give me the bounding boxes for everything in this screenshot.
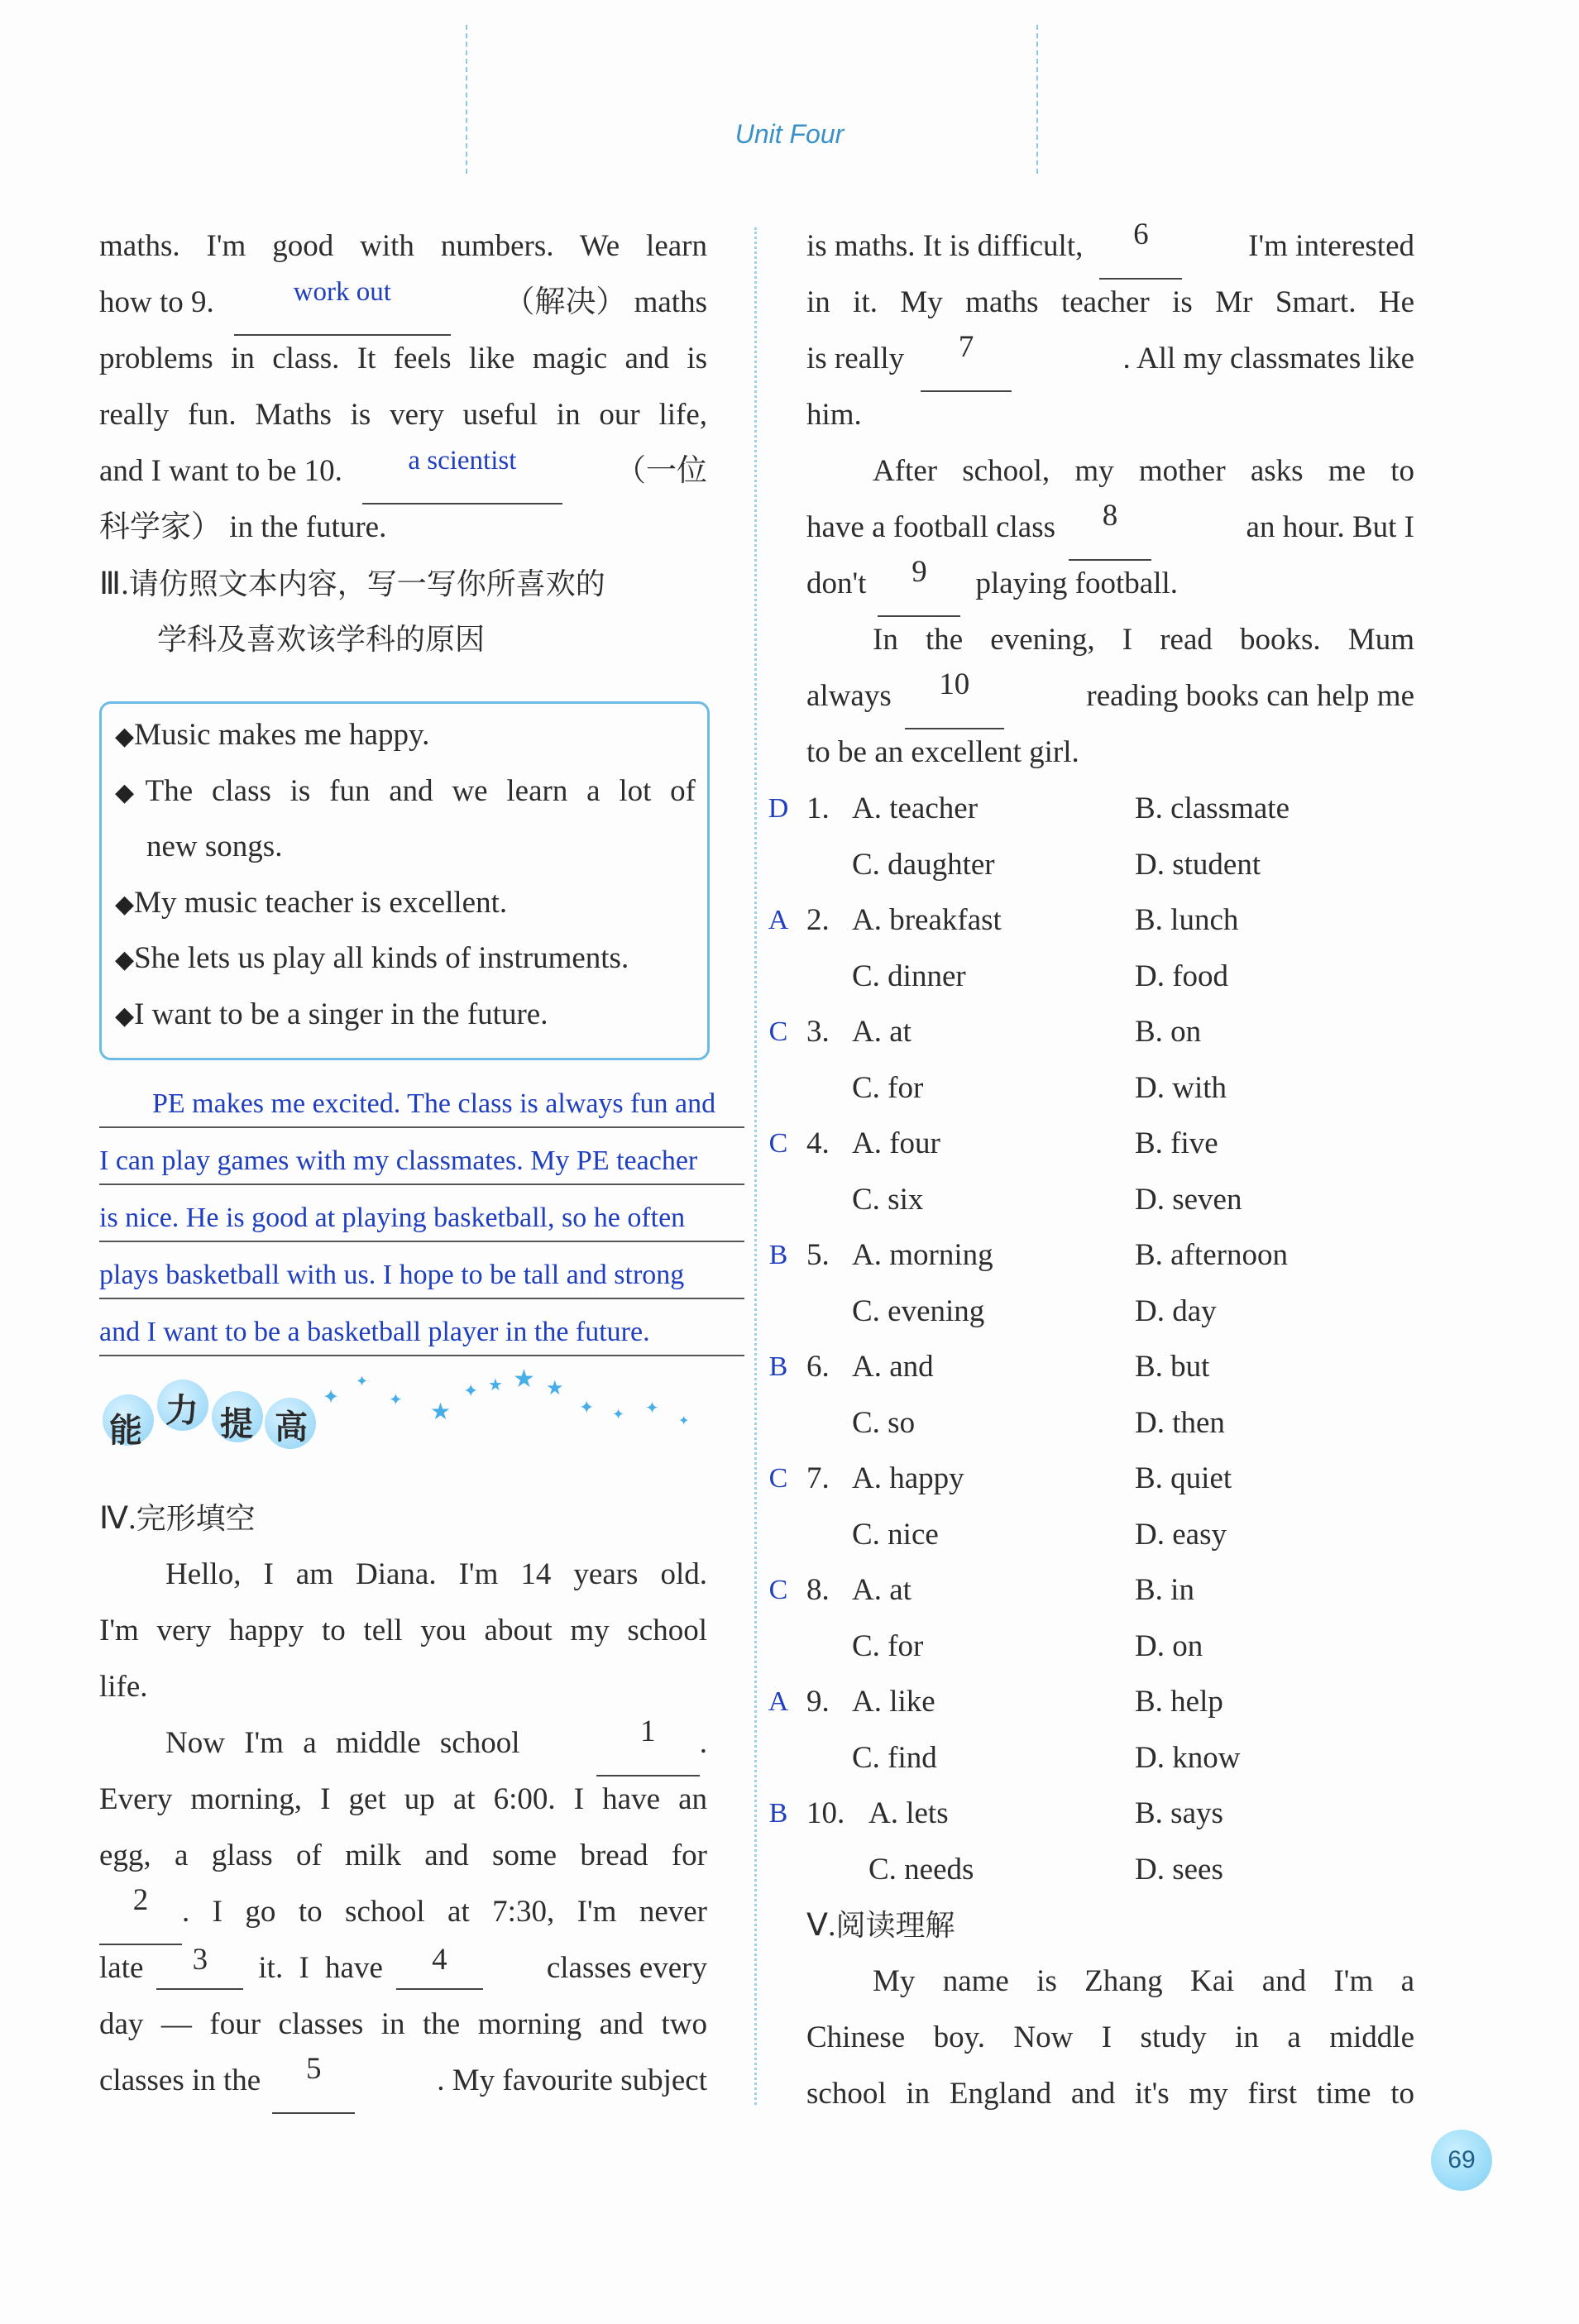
text-line: [806, 218, 1414, 280]
banner-char: 能: [109, 1412, 142, 1450]
question-number: 1.: [806, 791, 830, 825]
question-number: 2.: [806, 903, 830, 937]
option-row: [768, 1567, 1414, 1623]
text-line: to be an excellent girl.: [806, 735, 1079, 769]
text: is really: [806, 342, 905, 375]
text-line: I'm very happy to tell you about my school: [99, 1614, 707, 1647]
text: is maths. It is difficult,: [806, 229, 1084, 263]
option-d[interactable]: D. sees: [1135, 1852, 1223, 1886]
text-line: [806, 499, 1414, 561]
text-line: 科学家） in the future.: [99, 510, 387, 544]
option-c[interactable]: C. find: [852, 1740, 937, 1775]
option-b[interactable]: B. classmate: [1135, 791, 1290, 825]
text-line: [99, 2052, 707, 2114]
section-number: Ⅳ.: [99, 1501, 136, 1536]
text-line: [806, 555, 1414, 617]
question-number: 5.: [806, 1238, 830, 1272]
text-line: [99, 448, 707, 504]
section-number: Ⅲ.: [99, 567, 129, 601]
section-5-heading: [806, 1902, 1414, 1958]
handwritten-answer: C: [768, 1128, 788, 1159]
cloze-blank-10[interactable]: 10: [905, 673, 1004, 729]
handwritten-answer: a scientist: [408, 446, 517, 476]
text: an hour. But I: [1246, 510, 1414, 544]
option-row: [806, 842, 1414, 898]
option-row: [806, 1065, 1414, 1121]
handwritten-answer: C: [768, 1463, 788, 1494]
text: playing football.: [975, 567, 1179, 600]
option-row: [768, 1791, 1414, 1847]
bullet-item: ◆Music makes me happy.: [115, 718, 430, 752]
column-divider: [754, 227, 757, 2105]
option-a[interactable]: A. teacher: [852, 791, 979, 825]
option-d[interactable]: D. food: [1135, 959, 1229, 993]
header-guide-right: [1036, 25, 1038, 174]
handwritten-answer: B: [768, 1351, 788, 1382]
essay-line[interactable]: and I want to be a basketball player in the future.: [99, 1299, 744, 1356]
option-row: [768, 786, 1414, 842]
section-4-heading: [99, 1495, 707, 1552]
option-a[interactable]: A. breakfast: [852, 903, 1002, 937]
option-b[interactable]: B. on: [1135, 1015, 1202, 1049]
option-b[interactable]: B. five: [1135, 1126, 1218, 1160]
option-row: [806, 1847, 1414, 1903]
text-line: [99, 277, 707, 336]
text: it. I have: [258, 1951, 383, 1985]
essay-line[interactable]: plays basketball with us. I hope to be tall and strong: [99, 1242, 744, 1299]
option-a[interactable]: A. lets: [868, 1796, 949, 1830]
text-line: day — four classes in the morning and two: [99, 2007, 707, 2041]
text-line: Chinese boy. Now I study in a middle: [806, 2020, 1414, 2054]
bullet-item: ◆My music teacher is excellent.: [115, 885, 508, 920]
text-line: [99, 1945, 707, 2001]
option-c[interactable]: C. for: [852, 1070, 924, 1105]
right-column: [768, 218, 1414, 2127]
star-icon: ★: [546, 1376, 564, 1399]
star-icon: ✦: [463, 1381, 479, 1402]
option-row: [768, 1344, 1414, 1400]
cloze-blank-1[interactable]: 1: [596, 1720, 700, 1776]
option-c[interactable]: C. six: [852, 1182, 924, 1217]
text: . My favourite subject: [437, 2063, 707, 2097]
handwritten-answer: A: [768, 905, 789, 935]
running-head: Unit Four: [734, 119, 845, 149]
text-line: life.: [99, 1670, 148, 1704]
text: how to 9.: [99, 285, 214, 319]
question-number: 8.: [806, 1573, 830, 1607]
section-title: 请仿照文本内容，写一写你所喜欢的: [128, 567, 605, 601]
bullet-item: ◆The class is fun and we learn a lot of: [115, 773, 696, 808]
section-title: 完形填空: [136, 1502, 256, 1536]
text: classes every: [546, 1951, 707, 1985]
essay-line[interactable]: PE makes me excited. The class is always fun and: [99, 1071, 744, 1128]
option-row: [806, 1177, 1414, 1233]
option-row: [768, 1009, 1414, 1065]
text-line: problems in class. It feels like magic and is: [99, 342, 707, 375]
text: . All my classmates like: [1122, 342, 1414, 375]
text-line: maths. I'm good with numbers. We learn: [99, 229, 707, 263]
ability-banner: [99, 1365, 695, 1464]
text: always: [806, 679, 892, 713]
star-icon: ✦: [356, 1373, 369, 1390]
handwritten-answer: A: [768, 1686, 789, 1717]
option-a[interactable]: A. at: [852, 1573, 912, 1607]
diamond-bullet-icon: ◆: [115, 722, 135, 751]
text-line: [806, 330, 1414, 392]
text-line: in it. My maths teacher is Mr Smart. He: [806, 285, 1414, 319]
diamond-bullet-icon: ◆: [115, 945, 135, 974]
text: don't: [806, 567, 867, 600]
option-a[interactable]: A. and: [852, 1350, 934, 1384]
cloze-blank-8[interactable]: 8: [1069, 504, 1151, 561]
model-answer-box: [99, 701, 710, 1060]
option-row: [806, 1623, 1414, 1680]
answer-blank-10[interactable]: [362, 448, 562, 504]
text-line: egg, a glass of milk and some bread for: [99, 1839, 707, 1872]
text: （一位: [615, 454, 707, 488]
option-a[interactable]: A. happy: [852, 1461, 964, 1495]
question-number: 6.: [806, 1350, 830, 1384]
question-number: 9.: [806, 1685, 830, 1719]
cloze-blank-7[interactable]: 7: [921, 336, 1012, 392]
banner-char: 提: [220, 1405, 253, 1443]
question-number: 10.: [806, 1796, 845, 1830]
option-row: [768, 1232, 1414, 1289]
star-icon: ✦: [389, 1389, 403, 1409]
option-d[interactable]: D. know: [1135, 1740, 1241, 1775]
section-3-heading-cont: 学科及喜欢该学科的原因: [157, 623, 486, 657]
left-column-lower: [99, 1495, 707, 2114]
section-number: Ⅴ.: [806, 1908, 836, 1943]
diamond-bullet-icon: ◆: [115, 889, 135, 919]
option-c[interactable]: C. dinner: [852, 959, 966, 993]
cloze-blank-6[interactable]: 6: [1099, 223, 1182, 280]
option-row: [768, 1121, 1414, 1177]
option-row: [768, 1456, 1414, 1512]
option-d[interactable]: D. easy: [1135, 1517, 1227, 1552]
text-line: My name is Zhang Kai and I'm a: [873, 1964, 1414, 1998]
option-row: [806, 1289, 1414, 1345]
answer-blank-9[interactable]: [234, 277, 451, 336]
option-row: [806, 954, 1414, 1010]
option-a[interactable]: A. like: [852, 1685, 935, 1719]
text-line: [99, 1883, 707, 1945]
text-line: [806, 667, 1414, 729]
option-d[interactable]: D. then: [1135, 1405, 1225, 1440]
text: and I want to be 10.: [99, 454, 342, 488]
cloze-blank-9[interactable]: 9: [878, 561, 960, 617]
option-d[interactable]: D. seven: [1135, 1182, 1242, 1217]
question-number: 3.: [806, 1015, 830, 1049]
essay-line[interactable]: I can play games with my classmates. My PE teacher: [99, 1128, 744, 1185]
handwritten-answer: C: [768, 1575, 788, 1605]
star-icon: ✦: [323, 1385, 340, 1408]
star-icon: ✦: [678, 1413, 690, 1428]
header-guide-left: [466, 25, 467, 174]
text: classes in the: [99, 2063, 261, 2097]
section-3-heading: [99, 561, 707, 617]
question-number: 4.: [806, 1126, 830, 1160]
handwritten-essay: [99, 1071, 744, 1356]
star-icon: ✦: [645, 1398, 659, 1418]
handwritten-answer: C: [768, 1016, 788, 1047]
option-a[interactable]: A. at: [852, 1015, 912, 1049]
star-icon: ★: [430, 1398, 452, 1425]
bullet-item: ◆I want to be a singer in the future.: [115, 997, 548, 1031]
option-c[interactable]: C. evening: [852, 1294, 985, 1328]
option-b[interactable]: B. but: [1135, 1350, 1210, 1384]
option-c[interactable]: C. daughter: [852, 847, 995, 882]
cloze-blank-3[interactable]: 3: [156, 1949, 243, 1990]
star-icon: ★: [513, 1365, 535, 1394]
essay-line[interactable]: is nice. He is good at playing basketball, so he often: [99, 1185, 744, 1242]
diamond-bullet-icon: ◆: [115, 1001, 135, 1030]
text: reading books can help me: [1086, 679, 1414, 713]
star-icon: ✦: [612, 1406, 625, 1423]
bullet-item-cont: new songs.: [146, 830, 283, 863]
option-d[interactable]: D. on: [1135, 1628, 1203, 1663]
page-number: 69: [1431, 2130, 1492, 2191]
banner-char: 高: [275, 1408, 308, 1447]
option-d[interactable]: D. student: [1135, 847, 1261, 882]
text: Now I'm a middle school: [165, 1726, 520, 1760]
star-icon: ✦: [579, 1398, 595, 1418]
section-title: 阅读理解: [835, 1909, 955, 1943]
option-row: [806, 1400, 1414, 1456]
option-b[interactable]: B. quiet: [1135, 1461, 1232, 1495]
option-b[interactable]: B. lunch: [1135, 903, 1239, 937]
text-line: Every morning, I get up at 6:00. I have an: [99, 1782, 707, 1816]
option-c[interactable]: C. nice: [852, 1517, 939, 1552]
option-row: [768, 897, 1414, 954]
text-line: Now I'm a middle school 1 .: [99, 1720, 707, 1776]
option-row: [768, 1679, 1414, 1735]
option-c[interactable]: C. needs: [868, 1852, 974, 1886]
diamond-bullet-icon: ◆: [115, 777, 146, 807]
text: （解决） maths: [504, 285, 707, 319]
text-line: In the evening, I read books. Mum: [873, 623, 1414, 657]
star-icon: ★: [488, 1375, 503, 1394]
bullet-item: ◆She lets us play all kinds of instruments.: [115, 941, 629, 975]
cloze-blank-4[interactable]: 4: [396, 1949, 483, 1990]
options-list: [768, 786, 1414, 1902]
option-a[interactable]: A. morning: [852, 1238, 993, 1272]
option-b[interactable]: B. in: [1135, 1573, 1194, 1607]
handwritten-answer: D: [768, 793, 789, 824]
banner-char: 力: [165, 1392, 199, 1430]
option-d[interactable]: D. day: [1135, 1294, 1217, 1328]
option-a[interactable]: A. four: [852, 1126, 940, 1160]
option-d[interactable]: D. with: [1135, 1070, 1227, 1105]
handwritten-answer: B: [768, 1798, 788, 1829]
text: . I go to school at 7:30, I'm never: [182, 1895, 707, 1929]
question-number: 7.: [806, 1461, 830, 1495]
text: late: [99, 1951, 144, 1985]
option-b[interactable]: B. afternoon: [1135, 1238, 1288, 1272]
option-b[interactable]: B. says: [1135, 1796, 1223, 1830]
text-line: After school, my mother asks me to: [873, 454, 1414, 488]
handwritten-answer: B: [768, 1240, 788, 1270]
option-row: [806, 1735, 1414, 1791]
text-line: school in England and it's my first time to: [806, 2077, 1414, 2111]
text-line: really fun. Maths is very useful in our life,: [99, 398, 707, 432]
cloze-blank-2[interactable]: 2: [99, 1889, 182, 1945]
text-line: Hello, I am Diana. I'm 14 years old.: [165, 1557, 707, 1591]
cloze-blank-5[interactable]: 5: [272, 2058, 355, 2114]
option-b[interactable]: B. help: [1135, 1685, 1223, 1719]
handwritten-answer: work out: [293, 277, 391, 307]
text: I'm interested: [1248, 229, 1414, 263]
option-c[interactable]: C. for: [852, 1628, 924, 1663]
text: have a football class: [806, 510, 1056, 544]
option-row: [806, 1512, 1414, 1568]
text-line: him.: [806, 398, 862, 432]
option-c[interactable]: C. so: [852, 1405, 916, 1440]
left-column: [99, 223, 707, 673]
